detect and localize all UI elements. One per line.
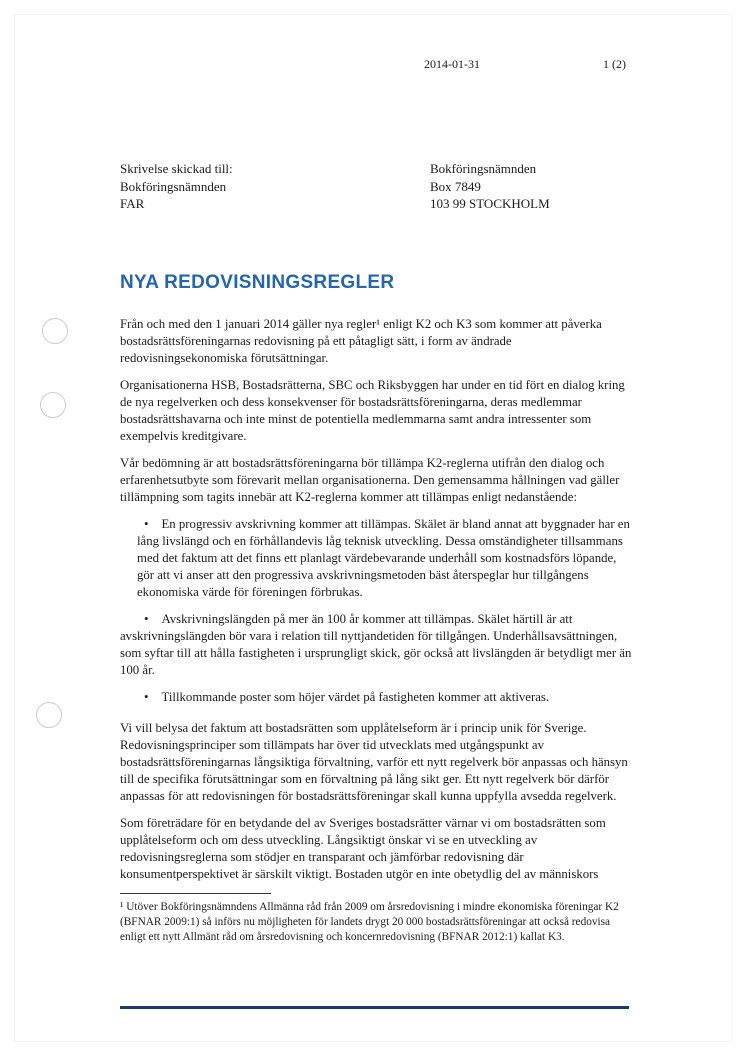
address-line: 103 99 STOCKHOLM <box>430 196 550 211</box>
bullet-text: Tillkommande poster som höjer värdet på fastigheten kommer att aktiveras. <box>161 690 550 704</box>
sent-to-line: Skrivelse skickad till: <box>120 161 233 176</box>
address-line: Box 7849 <box>430 178 481 194</box>
recipient-address-block <box>430 160 550 213</box>
bullet-icon: • <box>144 690 149 704</box>
bullet-text: En progressiv avskrivning kommer att tillämpas. Skälet är bland annat att byggnader har en lång livslängd och en förhållandevis låg teknisk utveckling. Dessa omständigheter tillsammans med det faktum att det finns ett planlagt värdebevarande underhåll som kostnadsförs löpande, gör att vi anser att den progressiva avskrivningsmetoden bäst återspeglar hur tillgångens ekonomiska värde för föreningen förbrukas. <box>137 517 630 599</box>
sent-to-block <box>120 160 233 213</box>
address-line: Bokföringsnämnden <box>430 161 537 176</box>
bullet-text: Avskrivningslängden på mer än 100 år kommer att tillämpas. Skälet härtill är att avskrivningslängden bör vara i relation till nyttjandetiden för tillgången. Underhållsavsättningen, som syftar till att hålla fastigheten i ursprungligt skick, gör också att livslängden är betydligt mer än 100 år. <box>120 612 632 677</box>
document-date: 2014-01-31 <box>424 57 480 71</box>
document-body <box>120 272 632 945</box>
hole-punch-mark <box>40 392 66 418</box>
paragraph-representatives: Som företrädare för en betydande del av Sveriges bostadsrätter värnar vi om bostadsrätten som upplåtelseform och om dess utveckling. Långsiktigt önskar vi se en utveckling av redovisningsreglerna som stödjer en transparant och jämförbar redovisning där konsumentperspektivet är särskilt viktigt. Bostaden utgör en inte obetydlig del av människors <box>120 816 606 881</box>
paragraph-assessment: Vår bedömning är att bostadsrättsföreningarna bör tillämpa K2-reglerna utifrån den dialog och erfarenhetsutbyte som förevarit mellan organisationerna. Den gemensamma hållningen vad gäller tillämpning som tagits innebär att K2-reglerna kommer att tillämpas enligt nedanstående: <box>120 456 620 504</box>
hole-punch-mark <box>36 702 62 728</box>
sent-to-line: FAR <box>120 196 145 211</box>
footnote-text: ¹ Utöver Bokföringsnämndens Allmänna råd från 2009 om årsredovisning i mindre ekonomiska föreningar K2 (BFNAR 2009:1) så införs nu möjligheten för landets drygt 20 000 bostadsrättsföreningar att också redovisa enligt ett nytt Allmänt råd om årsredovisning och koncernredovisning (BFNAR 2012:1) kallat K3. <box>120 901 619 943</box>
footnote-divider <box>120 893 271 894</box>
bullet-icon: • <box>144 517 149 531</box>
bullet-item <box>120 516 632 601</box>
sent-to-line: Bokföringsnämnden <box>120 178 227 194</box>
paragraph-unique-form: Vi vill belysa det faktum att bostadsrätten som upplåtelseform är i princip unik för Sverige. Redovisningsprinciper som tillämpats har över tid utvecklats med utgångspunkt av bostadsrättsföreningarnas långsiktiga förvaltning, varför ett nytt regelverk bör anpassas och hänsyn till de specifika förutsättningar som en förvaltning på lång sikt ger. Ett nytt regelverk bör därför anpassas för att redovisningen för bostadsrättsföreningar skall kunna uppfylla avsedda regelverk. <box>120 721 628 803</box>
bullet-icon: • <box>144 612 149 626</box>
footer-rule <box>120 1006 629 1009</box>
bullet-item <box>120 689 632 706</box>
document-title: NYA REDOVISNINGSREGLER <box>120 272 395 293</box>
page-number: 1 (2) <box>603 57 626 71</box>
paragraph-organisations: Organisationerna HSB, Bostadsrätterna, SBC och Riksbyggen har under en tid fört en dialog kring de nya regelverken och dess konsekvenser för bostadsrättsföreningarna, deras medlemmar bostadsrättshavarna och inte minst de potentiella medlemmarna samt andra intressenter som exempelvis kreditgivare. <box>120 378 625 443</box>
paragraph-intro: Från och med den 1 januari 2014 gäller nya regler¹ enligt K2 och K3 som kommer att påverka bostadsrättsföreningarnas redovisning på ett påtagligt sätt, i form av ändrade redovisningsekonomiska förutsättningar. <box>120 317 602 365</box>
bullet-item <box>120 611 632 679</box>
hole-punch-mark <box>42 318 68 344</box>
